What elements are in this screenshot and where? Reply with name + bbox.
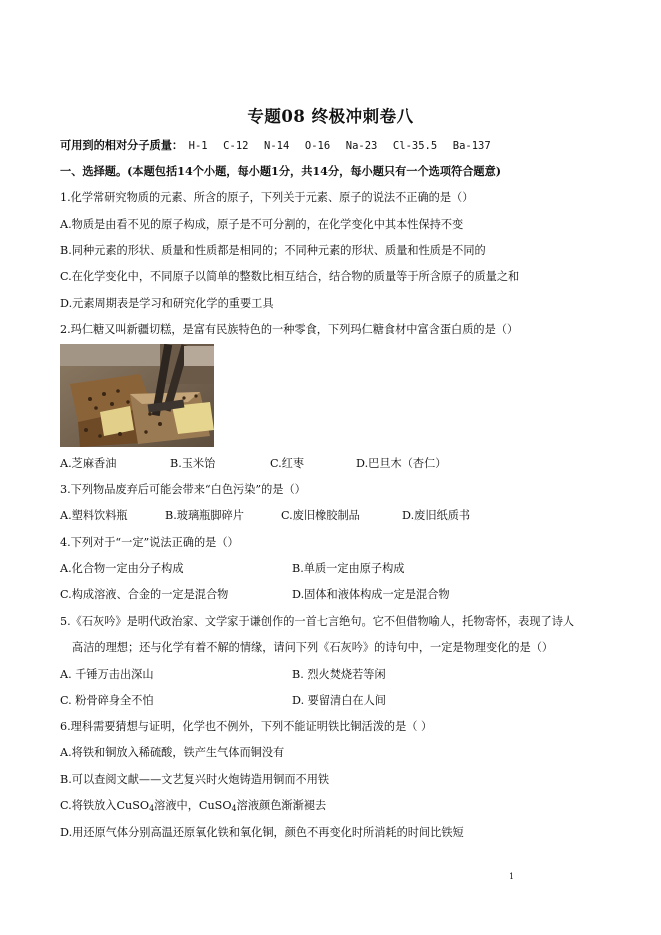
- q5-option-a: A. 千锤万击出深山: [60, 668, 154, 681]
- q3-stem: 3.下列物品废弃后可能会带来“白色污染”的是（）: [60, 483, 306, 496]
- atomic-mass: Ba-137: [452, 140, 491, 152]
- q1-option-d: D.元素周期表是学习和研究化学的重要工具: [60, 297, 274, 310]
- q3-option-b: B.玻璃瓶脚碎片: [165, 509, 244, 522]
- q5-option-b: B. 烈火焚烧若等闲: [292, 668, 386, 681]
- atomic-mass: H-1: [188, 140, 208, 152]
- q4-option-a: A.化合物一定由分子构成: [60, 562, 184, 575]
- atomic-mass: Na-23: [345, 140, 378, 152]
- section-heading: 一、选择题。(本题包括14个小题，每小题1分，共14分，每小题只有一个选项符合题意): [60, 164, 502, 178]
- q5-stem-line1: 5.《石灰吟》是明代政治家、文学家于谦创作的一首七言绝句。它不但借物喻人，托物寄怀，表现了诗人: [60, 615, 575, 628]
- page-title: 专题08 终极冲刺卷八: [247, 107, 414, 126]
- q2-option-c: C.红枣: [270, 457, 305, 470]
- q4-stem: 4.下列对于“一定”说法正确的是（）: [60, 536, 239, 549]
- q4-option-d: D.固体和液体构成一定是混合物: [292, 588, 450, 601]
- q3-option-a: A.塑料饮料瓶: [60, 509, 128, 522]
- q6-stem: 6.理科需要猜想与证明，化学也不例外，下列不能证明铁比铜活泼的是（ ）: [60, 720, 433, 733]
- q5-option-c: C. 粉骨碎身全不怕: [60, 694, 154, 707]
- q6-option-c-part2: 溶液中，CuSO: [154, 799, 232, 812]
- q6-option-a: A.将铁和铜放入稀硫酸，铁产生气体而铜没有: [60, 746, 285, 759]
- subscript-4: 4: [231, 804, 237, 813]
- atomic-mass: N-14: [264, 140, 290, 152]
- q3-option-c: C.废旧橡胶制品: [281, 509, 360, 522]
- q1-option-a: A.物质是由看不见的原子构成，原子是不可分割的，在化学变化中其本性保持不变: [60, 218, 464, 231]
- subscript-4: 4: [149, 804, 155, 813]
- q2-option-b: B.玉米饴: [170, 457, 216, 470]
- q2-option-a: A.芝麻香油: [60, 457, 117, 470]
- maren-candy-photo-icon: [60, 344, 214, 447]
- atomic-masses-line: [60, 138, 491, 153]
- q4-option-c: C.构成溶液、合金的一定是混合物: [60, 588, 229, 601]
- q1-stem: 1.化学常研究物质的元素、所含的原子，下列关于元素、原子的说法不正确的是（）: [60, 191, 474, 204]
- q1-option-c: C.在化学变化中，不同原子以简单的整数比相互结合，结合物的质量等于所含原子的质量之和: [60, 270, 520, 283]
- q2-stem: 2.玛仁糖又叫新疆切糕，是富有民族特色的一种零食，下列玛仁糖食材中富含蛋白质的是（）: [60, 323, 519, 336]
- q4-option-b: B.单质一定由原子构成: [292, 562, 405, 575]
- q1-option-b: B.同种元素的形状、质量和性质都是相同的；不同种元素的形状、质量和性质是不同的: [60, 244, 486, 257]
- q6-option-c-part1: C.将铁放入CuSO: [60, 799, 150, 812]
- page-number: 1: [509, 872, 515, 881]
- q6-option-c: [60, 799, 326, 816]
- atomic-mass: O-16: [304, 140, 331, 152]
- atomic-masses-label: 可用到的相对分子质量：: [60, 138, 184, 152]
- q5-option-d: D. 要留清白在人间: [292, 694, 386, 707]
- q3-option-d: D.废旧纸质书: [402, 509, 471, 522]
- q6-option-b: B.可以查阅文献——文艺复兴时火炮铸造用铜而不用铁: [60, 773, 330, 786]
- atomic-mass: C-12: [223, 140, 249, 152]
- q5-stem-line2: 高洁的理想；还与化学有着不解的情缘，请问下列《石灰吟》的诗句中，一定是物理变化的是（）: [72, 641, 554, 654]
- q6-option-d: D.用还原气体分别高温还原氧化铁和氧化铜，颜色不再变化时所消耗的时间比铁短: [60, 826, 464, 839]
- q6-option-c-part3: 溶液颜色渐渐褪去: [236, 799, 327, 812]
- atomic-mass: Cl-35.5: [392, 140, 438, 152]
- q2-option-d: D.巴旦木（杏仁）: [356, 457, 447, 470]
